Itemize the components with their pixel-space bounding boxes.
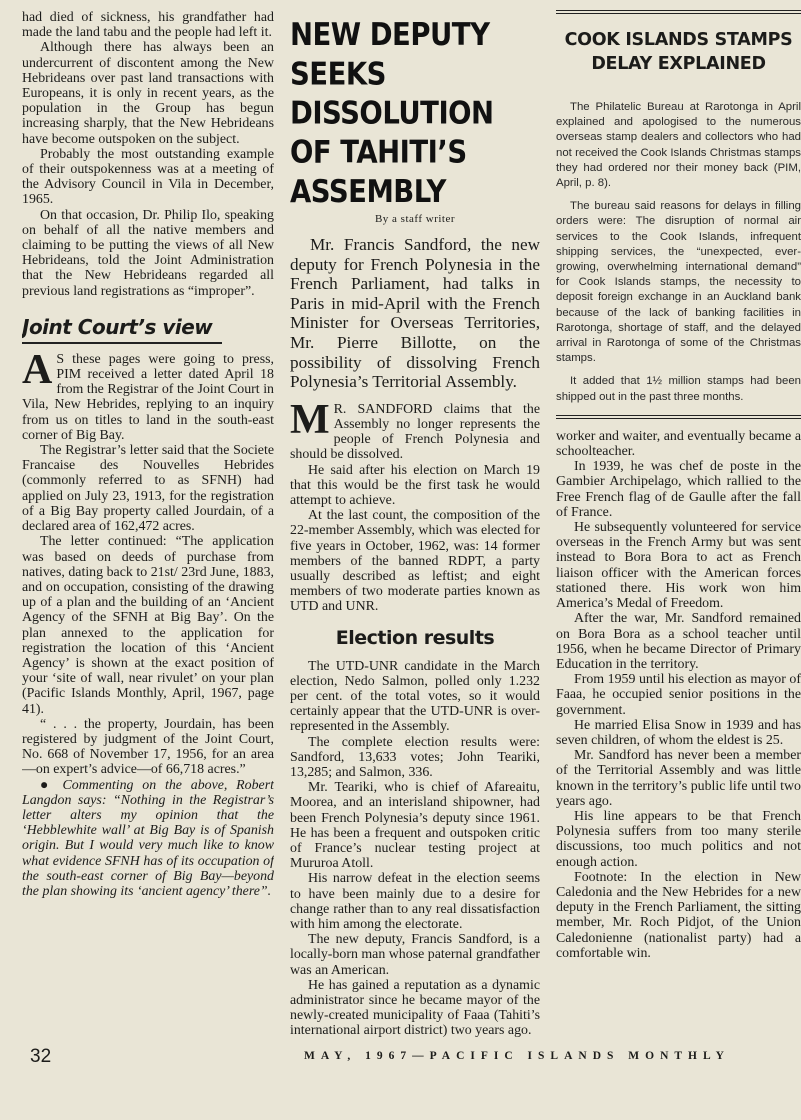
section-heading-joint-court: Joint Court’s view	[22, 314, 213, 339]
paragraph: The new deputy, Francis Sandford, is a locally-born man whose paternal grandfather was an American.	[290, 932, 540, 978]
paragraph: Mr. Sandford has never been a member of the Territorial Assembly and was little known in the territory’s public life until two years ago.	[556, 748, 801, 809]
column-right	[556, 10, 801, 1040]
paragraph: After the war, Mr. Sandford remained on Bora Bora as a school teacher until 1956, when he became Director of Primary Education in the territory.	[556, 611, 801, 672]
paragraph: worker and waiter, and eventually became a schoolteacher.	[556, 428, 801, 460]
paragraph: His narrow defeat in the election seems to have been mainly due to a desire for change rather than to any real dissatisfaction with him among the electorate.	[290, 871, 540, 933]
column-left	[22, 10, 274, 1040]
drop-cap: A	[22, 346, 53, 393]
drop-cap: M	[290, 396, 330, 443]
paragraph-text: R. SANDFORD claims that the Assembly no longer represents the people of French Polynesia and should be dissolved.	[290, 401, 540, 463]
paragraph: Mr. Teariki, who is chief of Afareaitu, Moorea, and an interisland shipowner, had been French Polynesia’s deputy since 1961. He has been a frequent and outspoken critic of France’s nuclear testing project at Mururoa Atoll.	[290, 780, 540, 872]
byline: By a staff writer	[374, 213, 456, 225]
running-title: MAY, 1967—PACIFIC ISLANDS MONTHLY	[304, 1050, 730, 1062]
page-number: 32	[30, 1046, 52, 1067]
paragraph: On that occasion, Dr. Philip Ilo, speaking on behalf of all the native members and claiming to be putting the views of all New Hebrideans, told the Joint Administration that the New Hebrideans regarded all previous land registrations as “improper”.	[22, 207, 274, 299]
heading-rule	[22, 342, 222, 344]
sidebar-headline: COOK ISLANDS STAMPS DELAY EXPLAINED	[564, 30, 793, 74]
paragraph: At the last count, the composition of the 22-member Assembly, which was elected for five years in October, 1962, was: 14 former members of the banned RDPT, a party usually described as leftist; and eight members of two moderate parties known as UTD and UNR.	[290, 508, 540, 615]
column-middle	[290, 10, 540, 1040]
sidebar-paragraph: The bureau said reasons for delays in filling orders were: The disruption of normal air services to the Cook Islands, infrequent shipping services, the “unexpected, ever-growing, overwhelming international demand” for Cook Islands stamps, the necessity to deposit foreign exchange in an Auckland bank because of the lack of banking facilities in Rarotonga, shortage of staff, and the delayed arrival in Rarotonga of some of the Christmas stamps.	[556, 200, 801, 365]
commentary-paragraph: ● Commenting on the above, Robert Langdon says: “Nothing in the Registrar’s letter alters my opinion that the ‘Hebblewhite wall’ at Big Bay is of Spanish origin. But I would very much like to know what evidence SFNH has of its occupation of the south-east corner of Big Bay—beyond the plan showing its ‘ancient agency’ there”.	[22, 777, 274, 899]
sidebar-rule	[556, 415, 801, 419]
sidebar-paragraph: The Philatelic Bureau at Rarotonga in April explained and apologised to the numerous overseas stamp dealers and collectors who had not received the Cook Islands Christmas stamps they had ordered nor their money back (PIM, April, p. 8).	[556, 101, 801, 190]
section-heading-election: Election results	[335, 626, 495, 649]
sidebar-box	[556, 10, 801, 419]
paragraph: had died of sickness, his grandfather had made the land tabu and the people had left it.	[22, 10, 274, 41]
paragraph: He married Elisa Snow in 1939 and has seven children, of whom the eldest is 25.	[556, 717, 801, 748]
paragraph: In 1939, he was chef de poste in the Gambier Archipelago, which rallied to the Free French flag of de Gaulle after the fall of France.	[556, 459, 801, 520]
paragraph: Probably the most outstanding example of their outspokenness was at a meeting of the Advisory Council in Vila in December, 1965.	[22, 146, 274, 208]
sidebar-paragraph: It added that 1½ million stamps had been shipped out in the past three months.	[556, 375, 801, 403]
paragraph: His line appears to be that French Polynesia suffers from too many sterile discussions, too much politics and not enough action.	[556, 808, 801, 870]
paragraph: The UTD-UNR candidate in the March election, Nedo Salmon, polled only 1.232 per cent. of the total votes, so it would certainly appear that the UTD-UNR is over-represented in the Assembly.	[290, 658, 540, 735]
paragraph	[290, 1039, 540, 1040]
paragraph: “ . . . the property, Jourdain, has been registered by judgment of the Joint Court, No. 668 of November 17, 1956, for an area—on expert’s advice—of 66,718 acres.”	[22, 716, 274, 778]
article-headline: NEW DEPUTY SEEKS DISSOLUTION OF TAHITI’S ASSEMBLY	[290, 17, 494, 210]
page-footer	[22, 1042, 801, 1072]
paragraph-dropcap	[22, 346, 274, 443]
paragraph: He has gained a reputation as a dynamic administrator since he became mayor of the newly-created municipality of Faaa (Tahiti’s international airport district) two years ago.	[290, 977, 540, 1039]
paragraph: The Registrar’s letter said that the Societe Francaise des Nouvelles Hebrides (commonly referred to as SFNH) had applied on July 23, 1913, for the registration of a Big Bay property called Jourdain, of a declared area of 162,472 acres.	[22, 443, 274, 535]
paragraph: From 1959 until his election as mayor of Faaa, he occupied senior positions in the government.	[556, 672, 801, 718]
lead-paragraph: Mr. Francis Sandford, the new deputy for French Polynesia in the French Parliament, had talks in Paris in mid-April with the French Minister for Overseas Territories, Mr. Pierre Billotte, on the possibility of dissolving French Polynesia’s Territorial Assembly.	[290, 235, 540, 392]
paragraph: The complete election results were: Sandford, 13,633 votes; John Teariki, 13,285; and Salmon, 336.	[290, 734, 540, 781]
paragraph-text: S these pages were going to press, PIM received a letter dated April 18 from the Registrar of the Joint Court in Vila, New Hebrides, replying to an inquiry from us on titles to land in the south-east corner of Big Bay.	[22, 351, 274, 443]
paragraph: The letter continued: “The application was based on deeds of purchase from natives, dating back to 21st/ 23rd June, 1883, and on occupation, consisting of the drawing up of a plan and the building of an ‘Ancient Agency of the SFNH at Big Bay’. On the plan annexed to the application for registration the location of this ‘Ancient Agency’ is shown at the exact position of your ‘site of wall, near rivulet’ on your plan (Pacific Islands Monthly, April, 1967, page 41).	[22, 534, 274, 717]
footnote-paragraph: Footnote: In the election in New Caledonia and the New Hebrides for a new deputy in the French Parliament, the sitting member, Mr. Roch Pidjot, of the Union Caledonienne (nationalist party) had a comfortable win.	[556, 869, 801, 961]
paragraph: Although there has always been an undercurrent of discontent among the New Hebrideans over past land transactions with Europeans, it is only in recent years, as the population in the Group has begun increasing sharply, that the New Hebrideans have become outspoken on the subject.	[22, 40, 274, 147]
paragraph: He said after his election on March 19 that this would be the first task he would attempt to achieve.	[290, 462, 540, 508]
paragraph: He subsequently volunteered for service overseas in the French Army but was sent instead to Bora Bora to act as French liaison officer with the American forces stationed there. His work won him America’s Medal of Freedom.	[556, 520, 801, 612]
paragraph-dropcap	[290, 396, 540, 463]
